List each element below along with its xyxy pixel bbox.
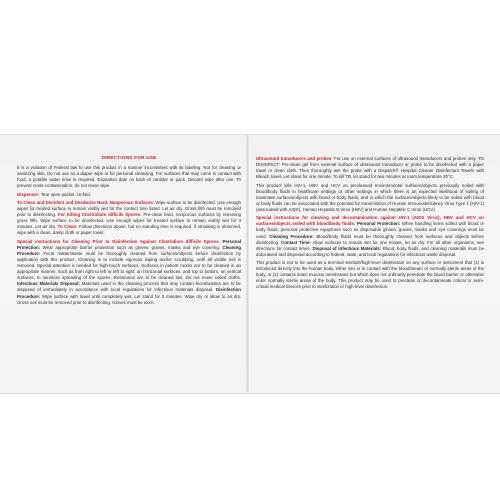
infectious-disposal-text: Materials used in the cleaning process that may contain feces/wastes are to be disposed of immediately in accordance with local regulations for infectious materials disposal. [17,281,241,293]
personal-protection-text: Wear appropriate barrier protection such as gloves, gowns, masks and eye covering. [42,244,221,250]
infectious-disposal-label: Infectious Materials Disposal: [17,281,80,287]
bb-cleaning-procedure-text: Blood/body fluids must be thoroughly cleaned from surfaces and objects before disinfecting. [256,233,484,245]
hiv-hbv-hcv-paragraph [256,183,484,213]
to-clean-label: To Clean: [57,224,78,230]
disposal-text: Blood, body fluids, and cleaning materials must be autoclaved and disposed according to federal, state, and local regulations for infectious waste disposal. [256,245,484,257]
dispenser-paragraph [17,192,241,198]
disinfection-procedure-text: Wipe surface with towel until completely wet. Let stand for 3 minutes. Wipe dry or allow to air dry. Gross soil must be removed prior to disinfecting. Gloves must be worn. [17,293,241,305]
right-column [256,156,484,293]
federal-law-text: It is a violation of Federal law to use this product in a manner inconsistent with its labeling. Not for cleaning or sanitizing skin. Do not use as a diaper wipe or for personal cleansing. For surfaces that may come in contact with food, a potable water rinse is required. Expiration date on back of canister or pack. Discard wipe after use. To prevent cross-contamination, do not reuse wipe. [17,165,241,189]
cleaning-procedure-label: Cleaning Procedure: [17,244,241,256]
dispenser-label: Dispenser: [17,191,40,197]
label-fold [246,134,249,392]
cleaning-procedure-text: Fecal matter/waste must be thoroughly cleaned from surfaces/objects before disinfection by application with this product. Cleaning is to include vigorous wiping and/or scrubbing, until all visible soil is removed. Special attention is needed for high-touch surfaces. Surfaces in patient rooms are to be cleaned in an appropriate manner, such as from right to left or left to right, on horizontal surfaces, and top to bottom, on vertical surfaces, to minimize spreading of the spores. Restrooms are to be cleaned last. Do not reuse soiled cloths. [17,250,241,281]
cdiff-label: For Killing Clostridium difficile Spores: [57,212,142,218]
bb-personal-protection-text: When handling items soiled with blood or body fluids, personal protective equipment such as disposable gloves, gowns, masks and eye coverings must be used. [256,221,484,239]
special-instructions-cdiff-paragraph [17,239,241,306]
ultrasound-paragraph [256,156,484,180]
contact-time-label: Contact Time: [281,239,311,245]
cdiff-text: Pre-clean hard, nonporous surfaces by removing gross filth. Wipe surface to be disinfected. Use enough wipes for treated surface to remain visibly wet for 3 minutes. Let air dry. [17,212,241,230]
personal-protection-label: Personal Protection: [17,238,241,250]
special-instructions-cdiff-label: Special instructions for Cleaning Prior to Disinfection Against Clostridium difficile Spores. [17,238,220,244]
disposal-label: Disposal of Infectious Materials: [312,245,382,251]
left-column [17,156,241,308]
disinfection-procedure-label: Disinfection Procedure: [17,287,241,299]
federal-law-paragraph [17,165,241,189]
clean-disinfect-paragraph [17,200,241,237]
to-clean-text: Follow directions above, but no standing time is required. If streaking is observed, wipe with a clean, damp cloth or paper towel. [17,224,241,236]
sterilant-disclaimer-paragraph [256,260,484,290]
clean-disinfect-text: Wipe surface to be disinfected. Use enough wipes for treated surface to remain visibly wet for the contact time listed. Let air dry. Gross filth must be removed prior to disinfecting. [17,199,241,218]
clean-disinfect-label: To Clean and Disinfect and Deodorize Hard, Nonporous Surfaces: [17,199,155,205]
contact-time-text: Allow surfaces to remain wet for one minute, let air dry. For all other organisms, see directions for contact times. [256,239,484,251]
hiv-hbv-hcv-text: This product kills HIV-1, HBV and HCV on precleaned environmental surfaces/objects previously soiled with blood/body fluids in healthcare settings or other settings in which there is an expected likelihood of soiling of inanimate surfaces/objects with blood or body fluids, and in which the surfaces/objects likely to be soiled with blood or body fluids can be associated with the potential for transmission of Human Immunodeficiency Virus Type 1 (HIV-1) (associated with AIDS), Human Hepatitis B Virus (HBV) and Human Hepatitis C Virus (HCV). [256,182,484,212]
bloodborne-instructions-paragraph [256,215,484,258]
sterilant-disclaimer-text: This product is not to be used as a terminal sterilant/high-level disinfectant on any surface or instrument that (1) is introduced directly into the human body, either into or in contact with the bloodstream or normally sterile areas of the body, or (2) contacts intact mucous membranes but which does not ordinarily penetrate the blood barrier or otherwise enter normally sterile areas of the body. This product may be used to preclean or decontaminate critical or semi-critical medical devices prior to sterilization or high-level disinfection. [256,260,484,290]
dispenser-text: Tear open packet. Unfold. [40,191,91,197]
bb-cleaning-procedure-label: Cleaning Procedure: [269,233,314,239]
directions-heading: DIRECTIONS FOR USE [101,156,157,161]
bb-personal-protection-label: Personal Protection: [356,221,401,227]
ultrasound-label: Ultrasound transducers and probes: [256,156,333,161]
bloodborne-instructions-label: Special instructions for cleaning and decontamination against HIV-1 (AIDS Virus), HBV and HCV on surfaces/objects soiled with blood/body fluids: [256,215,484,227]
ultrasound-text: For use on external surfaces of ultrasound transducers and probes only. TO DISINFECT: Pre-clean gel from external surface of ultrasound transducer or probe to be disinfected with a paper towel or clean cloth. Then thoroughly wet the probe with a Dispatch® Hospital Cleaner Disinfectant Towels with Bleach towel. Let stand for one minute. To kill TB, let stand for two minutes at room temperature 20°C. [256,156,484,180]
